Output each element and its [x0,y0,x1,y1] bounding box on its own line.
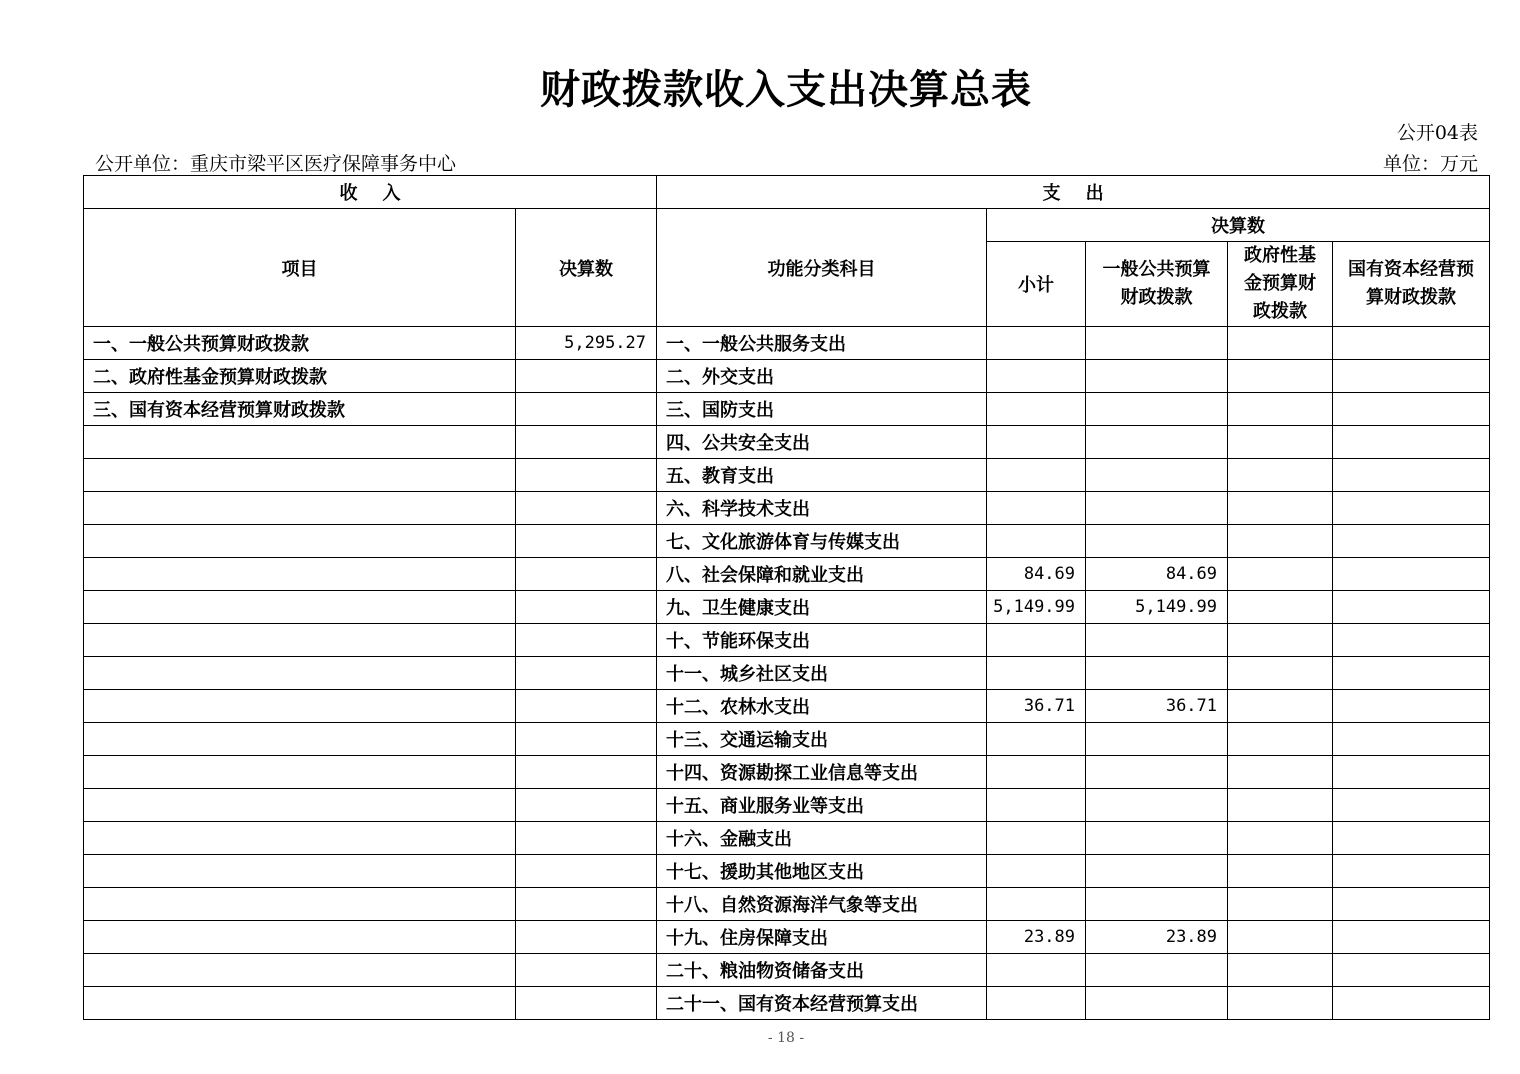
subtotal-cell [987,888,1086,921]
function-category-cell: 十九、住房保障支出 [657,921,987,954]
subtotal-cell [987,393,1086,426]
state-capital-cell [1333,921,1490,954]
income-amount-cell [516,459,657,492]
income-item-cell [84,987,516,1020]
table-row [84,525,1490,558]
state-capital-cell [1333,624,1490,657]
table-row [84,822,1490,855]
general-budget-cell [1086,492,1228,525]
column-header-subtotal: 小计 [987,242,1086,327]
function-category-cell: 一、一般公共服务支出 [657,327,987,360]
income-amount-cell [516,921,657,954]
general-budget-cell [1086,393,1228,426]
general-budget-cell [1086,954,1228,987]
function-category-cell: 十、节能环保支出 [657,624,987,657]
state-capital-cell [1333,558,1490,591]
table-row [84,657,1490,690]
income-amount-cell [516,591,657,624]
state-capital-cell [1333,657,1490,690]
column-header-income-amount: 决算数 [516,209,657,327]
subtotal-cell: 36.71 [987,690,1086,723]
subtotal-cell [987,327,1086,360]
table-row [84,723,1490,756]
column-header-final-account: 决算数 [987,209,1490,242]
function-category-cell: 十四、资源勘探工业信息等支出 [657,756,987,789]
state-capital-cell [1333,987,1490,1020]
gov-fund-cell [1228,591,1333,624]
subtotal-cell [987,987,1086,1020]
state-capital-cell [1333,690,1490,723]
gov-fund-cell [1228,888,1333,921]
income-item-cell [84,657,516,690]
gov-fund-cell [1228,525,1333,558]
table-row [84,690,1490,723]
general-budget-cell: 5,149.99 [1086,591,1228,624]
general-budget-cell [1086,525,1228,558]
state-capital-cell [1333,888,1490,921]
income-item-cell [84,789,516,822]
gov-fund-cell [1228,690,1333,723]
general-budget-cell: 23.89 [1086,921,1228,954]
income-item-cell [84,888,516,921]
subtotal-cell [987,789,1086,822]
table-row [84,393,1490,426]
subtotal-cell [987,492,1086,525]
state-capital-cell [1333,393,1490,426]
state-capital-cell [1333,327,1490,360]
income-item-cell [84,723,516,756]
general-budget-cell [1086,360,1228,393]
state-capital-cell [1333,591,1490,624]
income-item-cell [84,525,516,558]
form-number: 公开04表 [1396,122,1478,144]
gov-fund-cell [1228,360,1333,393]
subtotal-cell [987,426,1086,459]
column-header-item: 项目 [84,209,516,327]
income-section-header: 收 入 [84,176,657,209]
income-amount-cell [516,558,657,591]
gov-fund-cell [1228,789,1333,822]
gov-fund-cell [1228,558,1333,591]
gov-fund-cell [1228,393,1333,426]
general-budget-cell [1086,327,1228,360]
state-capital-cell [1333,723,1490,756]
general-budget-cell [1086,822,1228,855]
gov-fund-cell [1228,624,1333,657]
general-budget-cell [1086,756,1228,789]
income-amount-cell [516,987,657,1020]
budget-summary-table [83,175,1490,1020]
income-amount-cell [516,690,657,723]
subtotal-cell [987,360,1086,393]
general-budget-cell: 36.71 [1086,690,1228,723]
state-capital-cell [1333,360,1490,393]
state-capital-cell [1333,789,1490,822]
function-category-cell: 十七、援助其他地区支出 [657,855,987,888]
table-row [84,888,1490,921]
subtotal-cell: 5,149.99 [987,591,1086,624]
gov-fund-cell [1228,987,1333,1020]
column-header-state-capital: 国有资本经营预算财政拨款 [1333,242,1490,327]
table-row [84,459,1490,492]
currency-unit: 单位：万元 [1382,153,1478,175]
general-budget-cell [1086,723,1228,756]
income-item-cell [84,459,516,492]
general-budget-cell [1086,624,1228,657]
subtotal-cell [987,822,1086,855]
function-category-cell: 十三、交通运输支出 [657,723,987,756]
table-row [84,360,1490,393]
gov-fund-cell [1228,723,1333,756]
function-category-cell: 七、文化旅游体育与传媒支出 [657,525,987,558]
state-capital-cell [1333,492,1490,525]
income-amount-cell [516,888,657,921]
expense-section-header: 支 出 [657,176,1490,209]
income-item-cell [84,624,516,657]
table-row [84,756,1490,789]
general-budget-cell [1086,855,1228,888]
income-amount-cell [516,855,657,888]
function-category-cell: 四、公共安全支出 [657,426,987,459]
table-row [84,954,1490,987]
income-amount-cell [516,822,657,855]
general-budget-cell [1086,987,1228,1020]
gov-fund-cell [1228,921,1333,954]
table-row [84,558,1490,591]
general-budget-cell [1086,657,1228,690]
subtotal-cell [987,756,1086,789]
income-amount-cell [516,723,657,756]
gov-fund-cell [1228,459,1333,492]
function-category-cell: 三、国防支出 [657,393,987,426]
gov-fund-cell [1228,822,1333,855]
income-item-cell [84,855,516,888]
income-amount-cell [516,789,657,822]
general-budget-cell [1086,888,1228,921]
table-row [84,591,1490,624]
income-amount-cell [516,756,657,789]
table-row [84,327,1490,360]
general-budget-cell [1086,459,1228,492]
income-amount-cell [516,657,657,690]
state-capital-cell [1333,855,1490,888]
function-category-cell: 二、外交支出 [657,360,987,393]
subtotal-cell [987,525,1086,558]
income-item-cell [84,492,516,525]
table-row [84,426,1490,459]
gov-fund-cell [1228,327,1333,360]
page-number: - 18 - [767,1030,805,1046]
income-item-cell: 二、政府性基金预算财政拨款 [84,360,516,393]
function-category-cell: 十五、商业服务业等支出 [657,789,987,822]
income-item-cell [84,822,516,855]
income-item-cell: 三、国有资本经营预算财政拨款 [84,393,516,426]
gov-fund-cell [1228,426,1333,459]
subtotal-cell [987,459,1086,492]
function-category-cell: 十六、金融支出 [657,822,987,855]
income-amount-cell [516,624,657,657]
state-capital-cell [1333,459,1490,492]
state-capital-cell [1333,822,1490,855]
general-budget-cell [1086,789,1228,822]
function-category-cell: 十八、自然资源海洋气象等支出 [657,888,987,921]
table-row [84,624,1490,657]
function-category-cell: 十二、农林水支出 [657,690,987,723]
function-category-cell: 十一、城乡社区支出 [657,657,987,690]
function-category-cell: 九、卫生健康支出 [657,591,987,624]
gov-fund-cell [1228,657,1333,690]
gov-fund-cell [1228,954,1333,987]
income-amount-cell [516,954,657,987]
function-category-cell: 五、教育支出 [657,459,987,492]
income-amount-cell: 5,295.27 [516,327,657,360]
income-amount-cell [516,360,657,393]
income-item-cell [84,690,516,723]
income-amount-cell [516,426,657,459]
state-capital-cell [1333,954,1490,987]
function-category-cell: 二十一、国有资本经营预算支出 [657,987,987,1020]
subtotal-cell [987,624,1086,657]
table-row [84,789,1490,822]
function-category-cell: 二十、粮油物资储备支出 [657,954,987,987]
general-budget-cell: 84.69 [1086,558,1228,591]
income-item-cell [84,921,516,954]
subtotal-cell: 84.69 [987,558,1086,591]
gov-fund-cell [1228,492,1333,525]
income-amount-cell [516,492,657,525]
table-row [84,492,1490,525]
column-header-function-category: 功能分类科目 [657,209,987,327]
income-amount-cell [516,393,657,426]
income-item-cell: 一、一般公共预算财政拨款 [84,327,516,360]
table-row [84,987,1490,1020]
state-capital-cell [1333,756,1490,789]
column-header-gov-fund: 政府性基金预算财政拨款 [1228,242,1333,327]
income-item-cell [84,426,516,459]
income-item-cell [84,591,516,624]
income-item-cell [84,954,516,987]
gov-fund-cell [1228,855,1333,888]
subtotal-cell [987,657,1086,690]
income-amount-cell [516,525,657,558]
income-item-cell [84,558,516,591]
gov-fund-cell [1228,756,1333,789]
general-budget-cell [1086,426,1228,459]
subtotal-cell [987,723,1086,756]
page-title: 财政拨款收入支出决算总表 [540,66,1032,113]
state-capital-cell [1333,426,1490,459]
subtotal-cell [987,855,1086,888]
function-category-cell: 六、科学技术支出 [657,492,987,525]
income-item-cell [84,756,516,789]
table-row [84,855,1490,888]
function-category-cell: 八、社会保障和就业支出 [657,558,987,591]
state-capital-cell [1333,525,1490,558]
column-header-general-budget: 一般公共预算财政拨款 [1086,242,1228,327]
subtotal-cell [987,954,1086,987]
table-row [84,921,1490,954]
subtotal-cell: 23.89 [987,921,1086,954]
reporting-unit: 公开单位：重庆市梁平区医疗保障事务中心 [95,153,457,175]
